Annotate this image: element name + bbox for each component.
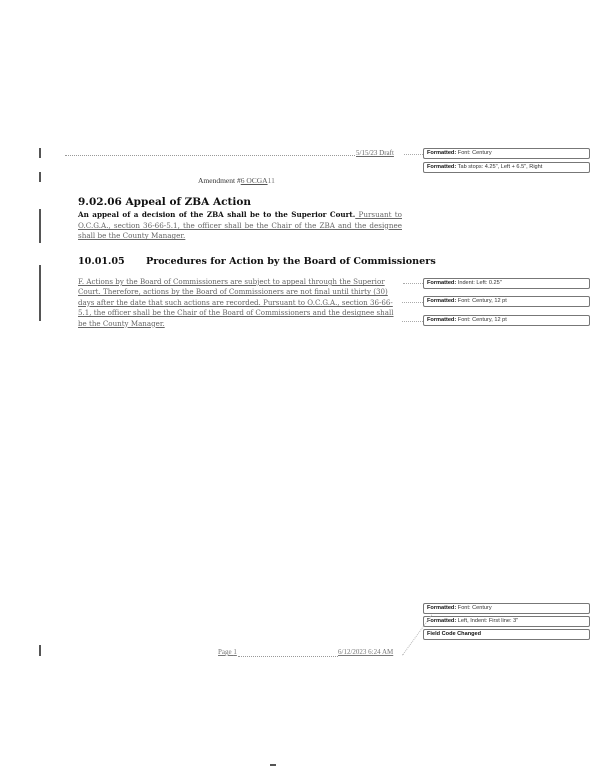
section-title: Procedures for Action by the Board of Commissioners	[146, 256, 436, 267]
balloon-text: Indent: Left: 0.25"	[456, 280, 502, 286]
text-fragment: An	[78, 210, 93, 219]
change-bar	[39, 645, 41, 656]
footer-date: 6/12/2023 6:24 AM	[338, 648, 394, 656]
amendment-label: Amendment #	[198, 176, 241, 185]
scan-mark	[270, 764, 276, 766]
amendment-deleted: 11	[267, 176, 275, 185]
formatting-balloon[interactable]	[423, 278, 590, 289]
formatting-balloon[interactable]	[423, 148, 590, 159]
section-number: 10.01.05	[78, 256, 125, 267]
balloon-text: Font: Century	[456, 150, 492, 156]
amendment-line	[198, 176, 275, 185]
header-date: 5/15/23 Draft	[356, 149, 394, 157]
section-body-9-02-06	[78, 210, 402, 242]
formatting-balloon[interactable]	[423, 616, 590, 627]
text-fragment: of a decision of the ZBA shall be to the Superior Court.	[118, 210, 356, 219]
balloon-connector	[402, 321, 423, 322]
balloon-text: Left, Indent: First line: 3"	[456, 618, 519, 624]
balloon-label: Formatted:	[427, 164, 457, 170]
change-bar	[39, 265, 41, 321]
footer-page	[218, 648, 237, 656]
balloon-label: Formatted:	[427, 280, 457, 286]
change-bar	[39, 172, 41, 182]
balloon-text: Font: Century, 12 pt	[456, 317, 507, 323]
footer-tab-leader	[238, 656, 338, 657]
section-heading-10-01-05	[78, 256, 436, 267]
header-tab-leader	[65, 155, 355, 156]
field-code-balloon[interactable]	[423, 629, 590, 640]
balloon-label: Formatted:	[427, 317, 457, 323]
formatting-balloon[interactable]	[423, 603, 590, 614]
balloon-text: Font: Century	[456, 605, 492, 611]
balloon-label: Formatted:	[427, 618, 457, 624]
inserted-text: Pursuant to O.C.G.A., section 36-66-5.1, the officer shall be the Chair of the ZBA and the designee shall be the County Manager.	[78, 210, 402, 241]
amendment-inserted: 6 OCGA	[240, 176, 268, 185]
balloon-connector	[402, 302, 423, 303]
balloon-label: Formatted:	[427, 605, 457, 611]
section-body-10-01-05: F. Actions by the Board of Commissioners are subject to appeal through the Superior Court. Therefore, actions by the Board of Commissioners are not final until thirty (30) days after the date that such actions are recorded. Pursuant to O.C.G.A., section 36-66-5.1, the officer shall be the Chair of the Board of Commissioners and the designee shall be the County Manager.	[78, 277, 394, 328]
formatting-balloon[interactable]	[423, 162, 590, 173]
balloon-text: Font: Century, 12 pt	[456, 298, 507, 304]
formatting-balloon[interactable]	[423, 296, 590, 307]
balloon-connector	[404, 154, 423, 155]
change-bar	[39, 148, 41, 158]
formatting-balloon[interactable]	[423, 315, 590, 326]
text-fragment: appeal	[92, 210, 119, 219]
change-bar	[39, 209, 41, 243]
page-label: Page	[218, 648, 234, 656]
balloon-label: Formatted:	[427, 298, 457, 304]
balloon-connector	[403, 283, 423, 284]
section-heading-9-02-06: 9.02.06 Appeal of ZBA Action	[78, 196, 251, 208]
balloon-text: Tab stops: 4.25", Left + 6.5", Right	[456, 164, 543, 170]
page-number: 1	[233, 648, 237, 656]
balloon-label: Field Code Changed	[427, 631, 482, 637]
balloon-label: Formatted:	[427, 150, 457, 156]
